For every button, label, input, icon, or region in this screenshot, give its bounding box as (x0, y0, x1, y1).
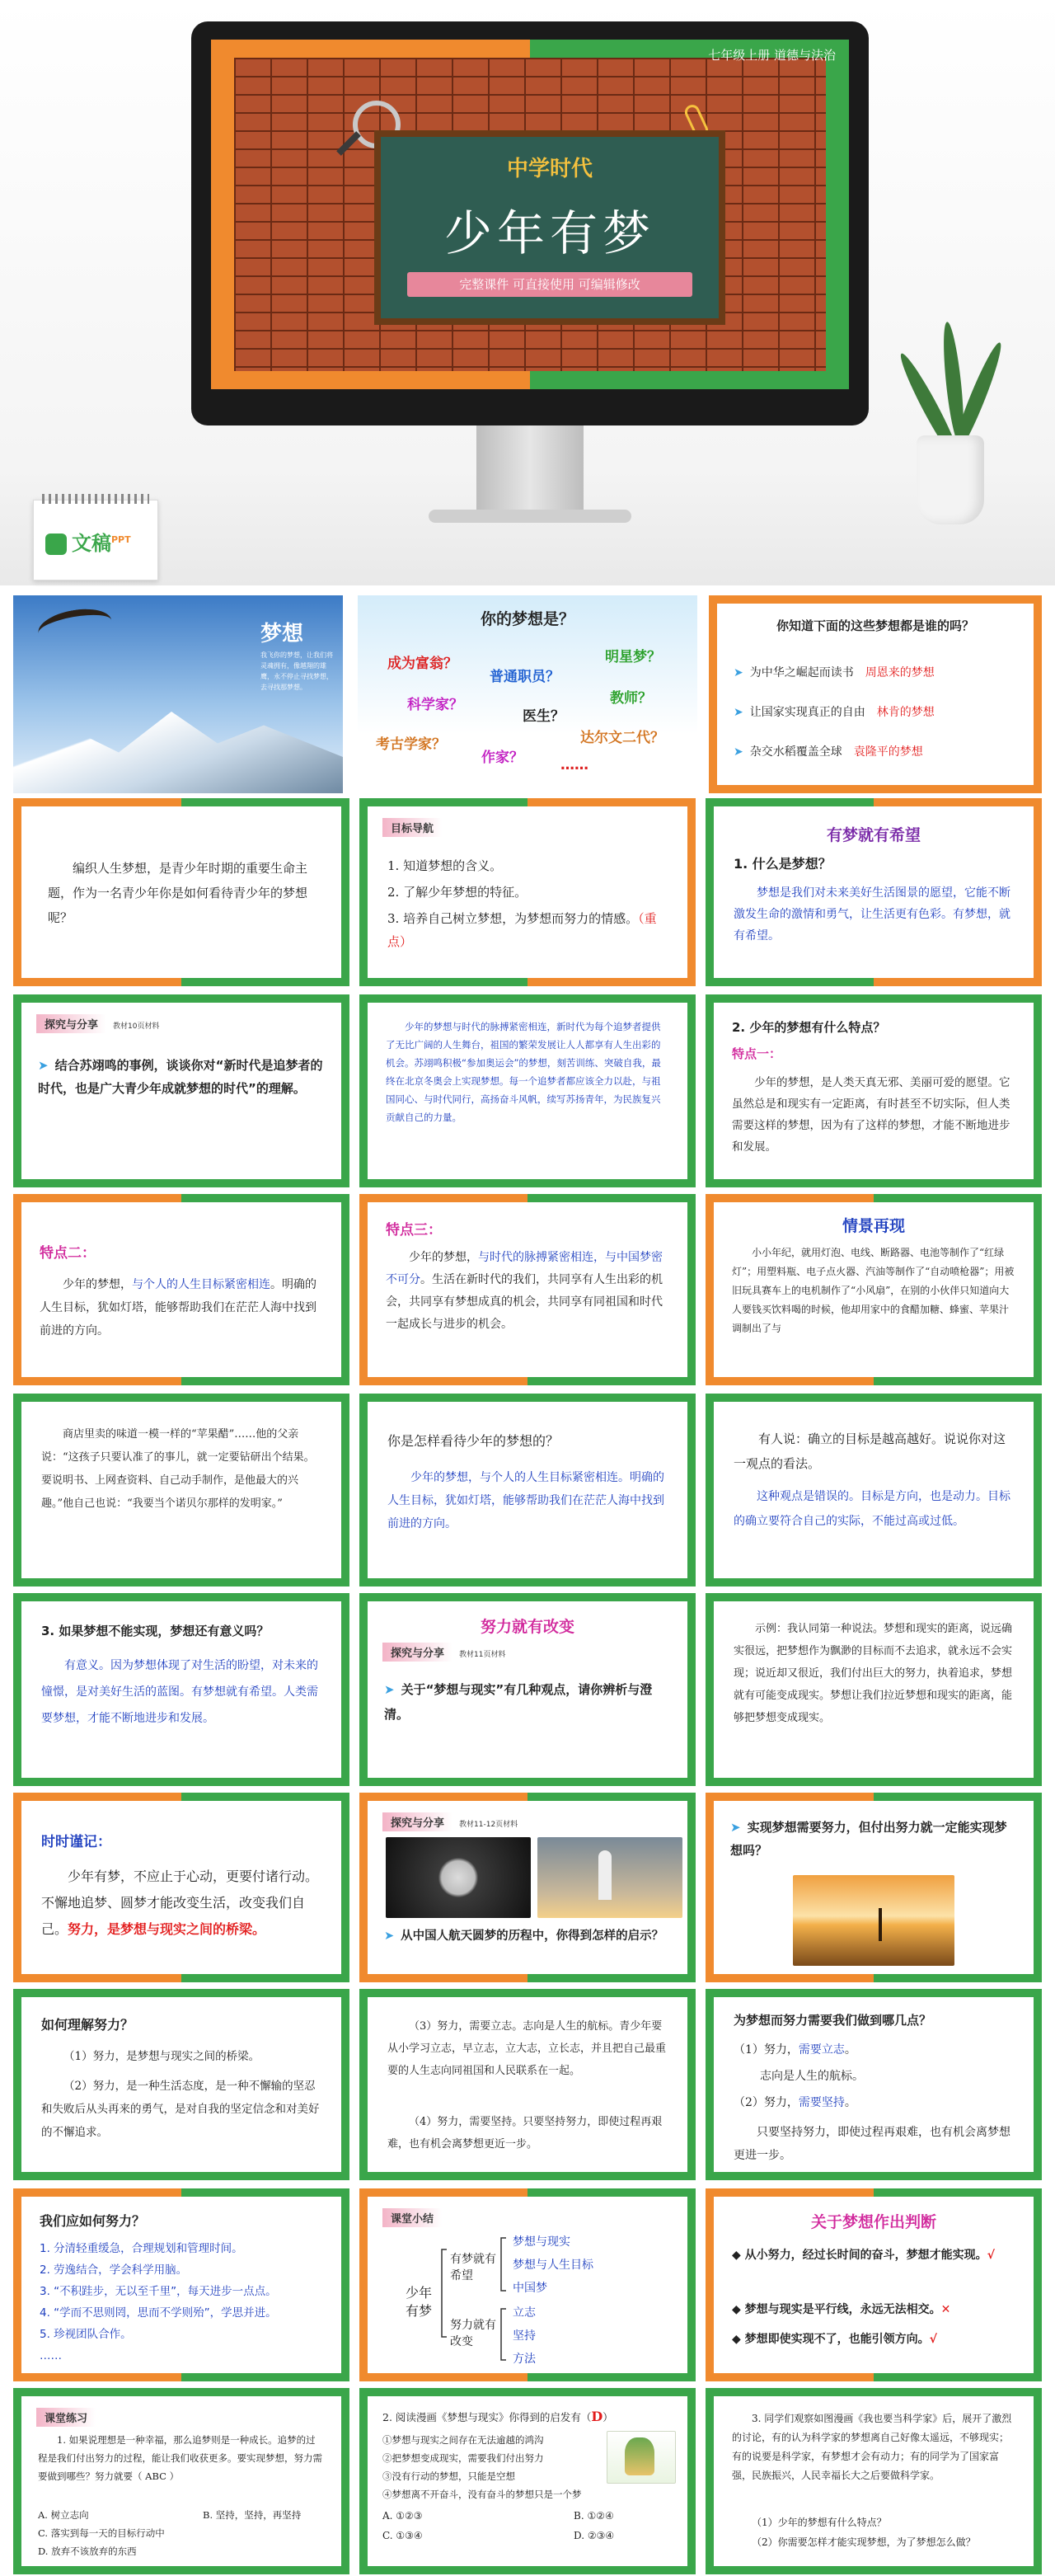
slide-era-dream[interactable] (359, 994, 696, 1187)
objective-2: 2. 了解少年梦想的特征。 (387, 885, 528, 900)
exercise-3-sub-2: （2）你需要怎样才能实现梦想，为了梦想怎么做？ (752, 2536, 976, 2548)
exercise-2-choice: D. ②③④ (574, 2530, 615, 2541)
cover-slide[interactable] (211, 40, 849, 389)
what-to-do-question: 为梦想而努力需要我们做到哪几点？ (734, 2013, 932, 2028)
summary-branch-2: 努力就有改变 (450, 2319, 496, 2348)
brand-logo-icon (45, 534, 67, 555)
text-b: 与个人的人生目标紧密相连 (132, 1278, 270, 1291)
slide-exercise-1[interactable] (13, 2388, 349, 2574)
slide-objectives[interactable] (359, 798, 696, 986)
brand-name: 文稿 (72, 532, 111, 555)
eagle-icon (35, 604, 115, 649)
slide-apple-vinegar[interactable] (13, 1394, 349, 1586)
slide-example[interactable] (706, 1593, 1042, 1786)
aspiration-p1: （3）努力，需要立志。志向是人生的航标。青少年要从小学习立志，早立志，立大志，立长志，并且把自己最重要的人生志向同祖国和人民联系在一起。 (387, 2020, 667, 2077)
exercise-tag (36, 2408, 96, 2427)
tag-label: 目标导航 (382, 818, 442, 837)
scenario-text: 小小年纪，就用灯泡、电线、断路器、电池等制作了“红绿灯”；用塑料瓶、电子点火器、汽油等制作了“自动喷枪器”；用被旧玩具赛车上的电机制作了“小风扇”，在别的小伙伴只知道向大人要钱买饮料喝的时候，他却用家中的食醋加糖、蜂蜜、苹果汁调制出了与 (732, 1247, 1015, 1334)
how-effort-item-6: …… (40, 2349, 62, 2362)
slide-summary[interactable] (359, 2188, 696, 2381)
aerospace-text: ➤ 从中国人航天圆梦的历程中，你得到怎样的启示？ (384, 1925, 671, 1948)
text-c: 。生活在新时代的我们，共同享有人生出彩的机会，共同享有梦想成真的机会，共同享有同祖国和时代一起成长与进步的机会。 (386, 1273, 663, 1331)
goal-height-question: 有人说：确立的目标是越高越好。说说你对这一观点的看法。 (734, 1431, 1006, 1471)
word-writer: 作家？ (481, 750, 523, 766)
tag-small: 教材11-12页材料 (459, 1821, 518, 1829)
hero-banner (0, 0, 1055, 585)
summary-leaf: 立志 (513, 2306, 536, 2320)
item-a: 周恩来的梦想 (865, 666, 935, 679)
objective-key: （重点） (387, 911, 657, 949)
exercise-2-choice: B. ①②④ (574, 2510, 614, 2522)
meaning-answer: 有意义。因为梦想体现了对生活的盼望，对未来的憧憬，是对美好生活的蓝图。有梦想就有希望。人类需要梦想，才能不断地进步和发展。 (41, 1659, 318, 1725)
slide-goal-height[interactable] (706, 1394, 1042, 1586)
cover-tagline: 七年级上册 道德与法治 (708, 48, 836, 63)
text-b: 需要立志 (798, 2043, 845, 2057)
slide-dream[interactable] (13, 595, 343, 793)
remember-title: 时时谨记： (41, 1834, 111, 1850)
tag-small: 教材11页材料 (459, 1651, 506, 1659)
exercise-2-question (382, 2408, 673, 2427)
weave-dream-text: 编织人生梦想，是青少年时期的重要生命主题，作为一名青少年你是如何看待青少年的梦想呢？ (48, 861, 308, 925)
answer: D (591, 2409, 603, 2424)
text-a: 少年的梦想， (63, 1278, 132, 1291)
slide-feature-1[interactable] (706, 994, 1042, 1187)
judge-item-3: ◆ 梦想即使实现不了，也能引领方向。√ (732, 2333, 937, 2346)
hope-title: 有梦就有希望 (826, 826, 921, 844)
slide-whose-dream[interactable] (709, 595, 1042, 793)
explore-1-text: ➤ 结合苏翊鸣的事例，谈谈你对“新时代是追梦者的时代，也是广大青少年成就梦想的时代”的理解。 (38, 1054, 323, 1100)
how-view-question: 你是怎样看待少年的梦想的？ (387, 1433, 560, 1449)
understand-effort-p1: （1）努力，是梦想与现实之间的桥梁。 (63, 2050, 260, 2063)
explore-tag (382, 1643, 505, 1662)
satellite-photo (386, 1837, 531, 1918)
tag-label: 探究与分享 (36, 1014, 106, 1033)
exercise-2-opt: ④梦想离不开奋斗，没有奋斗的梦想只是一个梦 (382, 2489, 582, 2500)
summary-leaf: 坚持 (513, 2329, 536, 2343)
slide-aerospace[interactable] (359, 1793, 696, 1982)
slide-understand-effort[interactable] (13, 1989, 349, 2180)
judge-mark: √ (929, 2333, 937, 2346)
exercise-1-opt: C. 落实到每一天的目标行动中 (38, 2527, 165, 2539)
text-a: 少年的梦想， (409, 1251, 478, 1264)
how-view-answer: 少年的梦想，与个人的人生目标紧密相连。明确的人生目标，犹如灯塔，能够帮助我们在茫茫人海中找到前进的方向。 (387, 1471, 664, 1530)
objective-3 (387, 907, 664, 953)
monitor-base (429, 510, 631, 523)
goal-height-answer: 这种观点是错误的。目标是方向，也是动力。目标的确立要符合自己的实际，不能过高或过低。 (734, 1490, 1010, 1528)
whose-dream-item-1 (734, 661, 1010, 684)
what-to-do-p3: 只要坚持努力，即使过程再艰难，也有机会离梦想更进一步。 (734, 2126, 1010, 2162)
understand-effort-question: 如何理解努力？ (41, 2017, 134, 2033)
slide-hope[interactable] (706, 798, 1042, 986)
calendar-rings (42, 494, 149, 504)
feature-1-label: 特点一： (732, 1046, 782, 1061)
exercise-1-opt: A. 树立志向 (38, 2509, 89, 2521)
snow-mountain (13, 703, 343, 793)
feature-1-text: 少年的梦想，是人类天真无邪、美丽可爱的愿望。它虽然总是和现实有一定距离，有时甚至不切实际，但人类需要这样的梦想，因为有了这样的梦想，才能不断地进步和发展。 (732, 1076, 1010, 1154)
slide-judge[interactable] (706, 2188, 1042, 2381)
text-b: ） (603, 2411, 613, 2423)
feature-3-label: 特点三： (386, 1222, 442, 1239)
board-title: 中学时代 (506, 157, 593, 181)
exercise-2-opt: ③没有行动的梦想，只能是空想 (382, 2470, 515, 2482)
board-main-title: 少年有梦 (443, 205, 655, 261)
slide-effort-question[interactable] (706, 1793, 1042, 1982)
paddler-icon (879, 1908, 882, 1941)
rocket-icon (598, 1850, 612, 1900)
how-effort-question: 我们应如何努力？ (40, 2213, 146, 2229)
judge-mark: ✕ (940, 2303, 951, 2316)
scenario-title: 情景再现 (842, 1217, 905, 1235)
exercise-3-sub-1: （1）少年的梦想有什么特点？ (752, 2517, 887, 2528)
word-darwin: 达尔文二代？ (580, 730, 664, 746)
remember-text (41, 1864, 321, 1943)
brand-calendar (33, 500, 158, 581)
exercise-1-question: 1. 如果说理想是一种幸福，那么追梦则是一种成长。追梦的过程是我们付出努力的过程，能让我们收获更多。要实现梦想，努力需要做到哪些？努力就要（ ABC ） (38, 2434, 322, 2482)
tag-small: 教材10页材料 (113, 1022, 160, 1031)
what-to-do-p1d: 志向是人生的航标。 (760, 2070, 864, 2083)
how-effort-item-5: 5. 珍视团队合作。 (40, 2328, 132, 2341)
whose-dream-item-2 (734, 701, 1010, 724)
slide-effort-change[interactable] (359, 1593, 696, 1786)
tag-label: 探究与分享 (382, 1812, 452, 1831)
feature-3-text (386, 1247, 669, 1336)
word-scientist: 科学家？ (407, 697, 463, 713)
slide-your-dream[interactable] (358, 595, 697, 793)
brand-sup: PPT (111, 534, 131, 545)
brand-logo (45, 527, 131, 556)
slide-dream-desc: 我飞你的梦想，让我们将灵魂拥有，像越翔的雄鹰，永不停止寻找梦想，去寻找那梦想。 (260, 651, 333, 691)
item-a: 林肯的梦想 (876, 706, 935, 719)
exercise-1-opt: B. 坚持，坚持，再坚持 (203, 2509, 302, 2521)
feature-2-label: 特点二： (40, 1245, 96, 1262)
how-effort-item-3: 3. “不积跬步，无以至千里”，每天进步一点点。 (40, 2285, 277, 2298)
word-teacher: 教师？ (610, 690, 652, 707)
exercise-1-opt: D. 放弃不该放弃的东西 (38, 2545, 137, 2557)
word-archaeologist: 考古学家？ (376, 736, 446, 753)
how-effort-item-4: 4. “学而不思则罔，思而不学则殆”，学思并进。 (40, 2306, 277, 2320)
slide-feature-3[interactable] (359, 1194, 696, 1385)
apple-vinegar-text: 商店里卖的味道一模一样的“苹果醋”……他的父亲说：“这孩子只要认准了的事儿，就一定要钻研出个结果。要说明书、上网查资料、自己动手制作，是他最大的兴趣。”他自己也说：“我要当个诺贝尔那样的发明家。” (41, 1428, 315, 1510)
slide-your-dream-title: 你的梦想是？ (480, 610, 574, 628)
what-to-do-p2 (734, 2091, 1010, 2114)
summary-root: 少年有梦 (406, 2285, 433, 2319)
text-b: 需要坚持 (798, 2096, 845, 2109)
text-a: 2. 阅读漫画《梦想与现实》你得到的启发有（ (382, 2411, 592, 2423)
comic-figure-icon (625, 2437, 654, 2475)
feature-question: 2. 少年的梦想有什么特点？ (732, 1020, 886, 1035)
effort-change-title: 努力就有改变 (480, 1618, 574, 1636)
how-effort-item-2: 2. 劳逸结合，学会科学用脑。 (40, 2263, 188, 2277)
tag-label: 课堂小结 (382, 2208, 442, 2227)
item-q: 为中华之崛起而读书 (749, 666, 854, 679)
what-to-do-p1 (734, 2038, 1010, 2061)
summary-branch-1: 有梦就有希望 (450, 2253, 496, 2282)
exercise-2-choice: A. ①②③ (382, 2510, 423, 2522)
judge-item-2: ◆ 梦想与现实是平行线，永远无法相交。✕ (732, 2303, 951, 2316)
slide-weave-dream[interactable] (13, 798, 349, 986)
hope-answer: 梦想是我们对未来美好生活图景的愿望，它能不断激发生命的激情和勇气，让生活更有色彩。有梦想，就有希望。 (734, 886, 1010, 942)
judge-text: 梦想与现实是平行线，永远无法相交。 (744, 2303, 941, 2316)
whose-dream-title: 你知道下面的这些梦想都是谁的吗？ (776, 618, 974, 633)
summary-leaf: 梦想与现实 (513, 2235, 570, 2249)
word-etc: …… (560, 757, 588, 773)
judge-title: 关于梦想作出判断 (810, 2213, 936, 2231)
word-doctor: 医生？ (523, 708, 565, 725)
item-q: 杂交水稻覆盖全球 (749, 745, 842, 759)
judge-mark: √ (987, 2249, 995, 2262)
monitor (191, 21, 869, 425)
effort-question-text: ➤ 实现梦想需要努力，但付出努力就一定能实现梦想吗？ (730, 1816, 1017, 1862)
judge-text: 从小努力，经过长时间的奋斗，梦想才能实现。 (744, 2249, 987, 2262)
item-a: 袁隆平的梦想 (853, 745, 923, 759)
explore-tag (382, 1812, 518, 1831)
slide-remember[interactable] (13, 1793, 349, 1982)
understand-effort-p2: （2）努力，是一种生活态度，是一种不懈输的坚忍和失败后从头再来的勇气，是对自我的坚定信念和对美好的不懈追求。 (41, 2080, 320, 2139)
text-c: 。明确的人生目标，犹如灯塔，能够帮助我们在茫茫人海中找到前进的方向。 (40, 1278, 316, 1337)
summary-leaf: 中国梦 (513, 2282, 547, 2295)
text-a: 少年有梦，不应止于心动，更要付诸行动。不懈地追梦、圆梦才能改变生活，改变我们自己。 (41, 1869, 319, 1937)
sunset-paddle-photo (793, 1875, 954, 1966)
meaning-question: 3. 如果梦想不能实现，梦想还有意义吗？ (41, 1624, 270, 1638)
summary-leaf: 梦想与人生目标 (513, 2259, 593, 2272)
exercise-2-opt: ②把梦想变成现实，需要我们付出努力 (382, 2452, 544, 2464)
word-clerk: 普通职员？ (490, 669, 560, 685)
exercise-3-question: 3. 同学们观察如图漫画《我也要当科学家》后，展开了激烈的讨论，有的认为科学家的梦想离自己好像太遥远，不够现实；有的说要是科学家，有梦想才会有动力；有的同学为了国家富强，民族振兴，人民幸福长大之后要做科学家。 (732, 2413, 1012, 2481)
exercise-2-choice: C. ①③④ (382, 2530, 423, 2541)
slide-feature-2[interactable] (13, 1194, 349, 1385)
objective-1: 1. 知道梦想的含义。 (387, 858, 503, 873)
text-b: 努力，是梦想与现实之间的桥梁。 (68, 1921, 266, 1937)
explore-tag (36, 1014, 159, 1033)
slide-explore-1[interactable] (13, 994, 349, 1187)
word-rich: 成为富翁？ (387, 656, 457, 672)
word-star: 明星梦？ (605, 649, 661, 665)
tag-label: 探究与分享 (382, 1643, 452, 1662)
era-dream-text: 少年的梦想与时代的脉搏紧密相连，新时代为每个追梦者提供了无比广阔的人生舞台，祖国的繁荣发展让人人都享有人生出彩的机会。苏翊鸣积极“参加奥运会”的梦想，刻苦训练、突破自我，最终在北京冬奥会上实现梦想。每一个追梦者都应该全力以赴，与祖国同心、与时代同行，高扬奋斗风帆，续写苏扬青年，为民族复兴贡献自己的力量。 (386, 1021, 661, 1123)
effort-change-text: ➤ 关于“梦想与现实”有几种观点，请你辨析与澄清。 (384, 1677, 669, 1727)
item-q: 让国家实现真正的自由 (749, 706, 865, 719)
whose-dream-item-3 (734, 740, 1010, 764)
objectives-tag (382, 818, 442, 837)
slide-how-effort[interactable] (13, 2188, 349, 2381)
slide-scenario[interactable] (706, 1194, 1042, 1385)
slide-aspiration[interactable] (359, 1989, 696, 2180)
how-effort-item-1: 1. 分清轻重缓急，合理规划和管理时间。 (40, 2242, 243, 2255)
text-c: 。 (844, 2043, 856, 2057)
text-c: 。 (844, 2096, 856, 2109)
plant-pot (917, 435, 984, 524)
judge-text: 梦想即使实现不了，也能引领方向。 (744, 2333, 930, 2346)
text-b: 与时代的脉搏紧密相连，与中国梦密不可分 (386, 1251, 663, 1286)
slide-meaning[interactable] (13, 1593, 349, 1786)
aspiration-p2: （4）努力，需要坚持。只要坚持努力，即使过程再艰难，也有机会离梦想更近一步。 (387, 2116, 663, 2151)
slide-how-view[interactable] (359, 1394, 696, 1586)
exercise-2-opt: ①梦想与现实之间存在无法逾越的鸿沟 (382, 2434, 544, 2446)
chalkboard (374, 130, 725, 325)
text-a: （1）努力， (734, 2043, 799, 2057)
example-text: 示例：我认同第一种说法。梦想和现实的距离，说远确实很远，把梦想作为飘渺的目标而不去追求，就永远不会实现；说近却又很近，我们付出巨大的努力，执着追求，梦想就有可能变成现实。梦想让我们拉近梦想和现实的距离，能够把梦想变成现实。 (734, 1623, 1013, 1724)
board-subtitle: 完整课件 可直接使用 可编辑修改 (407, 272, 692, 297)
tag-label: 课堂练习 (36, 2408, 96, 2427)
feature-2-text (40, 1273, 323, 1342)
text-a: （2）努力， (734, 2096, 799, 2109)
summary-leaf: 方法 (513, 2353, 536, 2366)
hope-question: 1. 什么是梦想？ (734, 856, 832, 872)
judge-item-1: ◆ 从小努力，经过长时间的奋斗，梦想才能实现。√ (732, 2249, 995, 2262)
slide-exercise-3[interactable] (706, 2388, 1042, 2574)
monitor-stand (476, 425, 584, 511)
objective-3-text: 3. 培养自己树立梦想，为梦想而努力的情感。 (387, 911, 639, 926)
slide-exercise-2[interactable] (359, 2388, 696, 2574)
slide-what-to-do[interactable] (706, 1989, 1042, 2180)
slide-dream-title: 梦想 (260, 622, 304, 646)
